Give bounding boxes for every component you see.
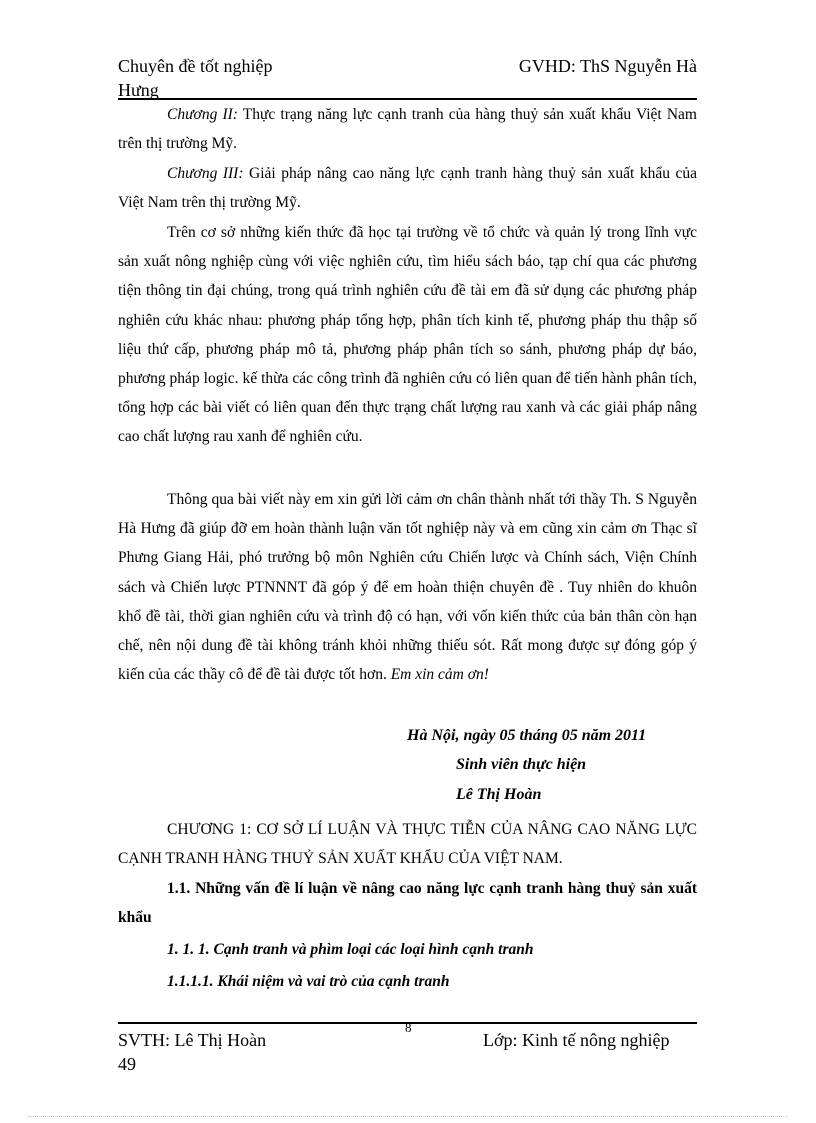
page-boundary-line bbox=[28, 1116, 788, 1117]
header-left bbox=[118, 54, 272, 102]
chapter-2-label: Chương II: bbox=[167, 106, 238, 123]
section-1-1-1-text: 1. 1. 1. Cạnh tranh và phìm loại các loại hình cạnh tranh bbox=[167, 941, 534, 958]
signer-role: Sinh viên thực hiện bbox=[456, 756, 587, 773]
paragraph-chapter-2 bbox=[118, 100, 697, 158]
footer-student-continued: 49 bbox=[118, 1054, 136, 1074]
section-1-1-1-1-heading bbox=[118, 967, 697, 996]
footer-student: SVTH: Lê Thị Hoàn bbox=[118, 1030, 267, 1050]
section-1-1-heading bbox=[118, 874, 697, 932]
chapter-2-text: Thực trạng năng lực cạnh tranh của hàng thuỷ sản xuất khẩu Việt Nam trên thị trường Mỹ. bbox=[118, 106, 697, 153]
footer-class: Lớp: Kinh tế nông nghiệp bbox=[483, 1030, 670, 1050]
chapter-1-heading-text: CHƯƠNG 1: CƠ SỞ LÍ LUẬN VÀ THỰC TIỄN CỦA NÂNG CAO NĂNG LỰC CẠNH TRANH HÀNG THUỶ SẢN XUẤT KHẨU CỦA VIỆT NAM. bbox=[118, 821, 697, 868]
date-line: Hà Nội, ngày 05 tháng 05 năm 2011 bbox=[407, 727, 647, 744]
page-number: 8 bbox=[405, 1020, 412, 1035]
paragraph-thanks bbox=[118, 485, 697, 689]
header-doc-type-continued: Hưng bbox=[118, 80, 159, 100]
paragraph-chapter-3 bbox=[118, 159, 697, 217]
chapter-1-heading bbox=[118, 815, 697, 873]
thanks-closing: Em xin cảm ơn! bbox=[390, 666, 489, 684]
section-1-1-1-1-text: 1.1.1.1. Khái niệm và vai trò của cạnh tranh bbox=[167, 973, 450, 990]
footer-left bbox=[118, 1028, 266, 1076]
methods-text: Trên cơ sở những kiến thức đã học tại trường về tổ chức và quản lý trong lĩnh vực sản xuất nông nghiệp cùng với việc nghiên cứu, tìm hiểu sách báo, tạp chí qua các phương tiện thông tin đại chúng, trong quá trình nghiên cứu đề tài em đã sử dụng các phương pháp nghiên cứu khác nhau: phương pháp tổng hợp, phân tích kinh tế, phương pháp thu thập số liệu thứ cấp, phương pháp mô tả, phương pháp phân tích so sánh, phương pháp dự báo, phương pháp logic. kế thừa các công trình đã nghiên cứu có liên quan để tiến hành phân tích, tổng hợp các bài viết có liên quan đến thực trạng chất lượng rau xanh và các giải pháp nâng cao chất lượng rau xanh để nghiên cứu. bbox=[118, 224, 697, 446]
section-1-1-text: 1.1. Những vấn đề lí luận về nâng cao năng lực cạnh tranh hàng thuỷ sản xuất khẩu bbox=[118, 880, 697, 927]
chapter-3-label: Chương III: bbox=[167, 165, 244, 182]
section-1-1-1-heading bbox=[118, 935, 697, 964]
chapter-3-text: Giải pháp nâng cao năng lực cạnh tranh hàng thuỷ sản xuất khẩu của Việt Nam trên thị trường Mỹ. bbox=[118, 165, 697, 212]
header-doc-type: Chuyên đề tốt nghiệp bbox=[118, 56, 273, 76]
header-advisor: GVHD: ThS Nguyễn Hà bbox=[518, 56, 697, 76]
signer-name: Lê Thị Hoàn bbox=[456, 786, 542, 803]
thanks-text: Thông qua bài viết này em xin gửi lời cảm ơn chân thành nhất tới thầy Th. S Nguyễn Hà Hưng đã giúp đỡ em hoàn thành luận văn tốt nghiệp này và em cũng xin cảm ơn Thạc sĩ Phưng Giang Hải, phó trưởng bộ môn Nghiên cứu Chiến lược và Chính sách, Viện Chính sách và Chiến lược PTNNNT đã góp ý để em hoàn thiện chuyên đề . Tuy nhiên do khuôn khổ đề tài, thời gian nghiên cứu và trình độ có hạn, với vốn kiến thức của bản thân còn hạn chế, nên nội dung đề tài không tránh khỏi những thiếu sót. Rất mong được sự đóng góp ý kiến của các thầy cô để đề tài được tốt hơn. bbox=[118, 491, 697, 684]
paragraph-methods bbox=[118, 218, 697, 452]
